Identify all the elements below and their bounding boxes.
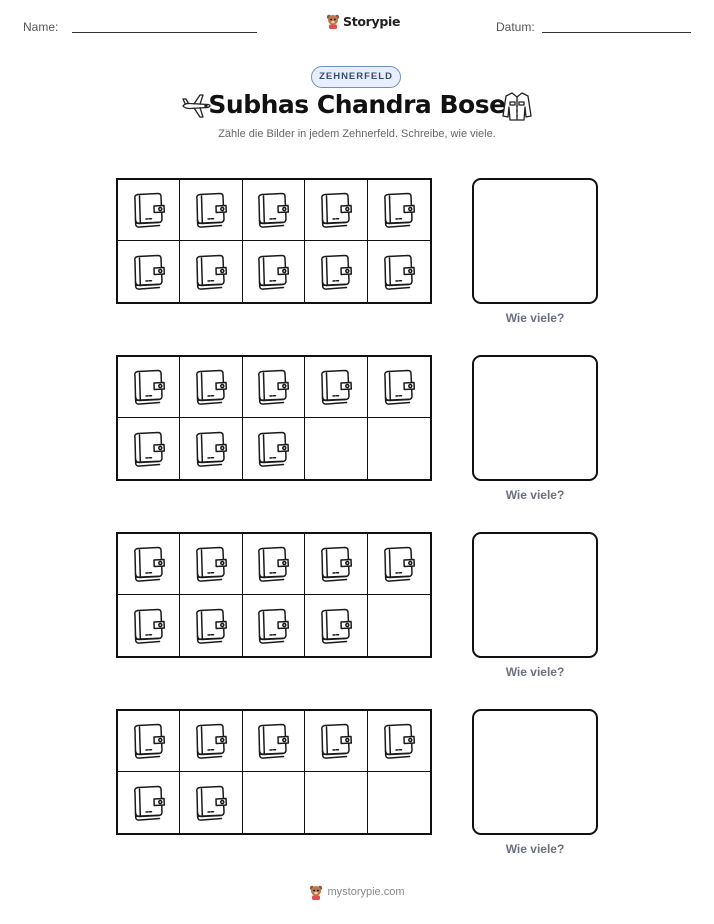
book-icon xyxy=(189,188,233,232)
ten-frame-cell xyxy=(118,772,180,833)
answer-box[interactable] xyxy=(472,355,598,481)
book-icon xyxy=(189,427,233,471)
book-icon xyxy=(189,781,233,825)
book-icon xyxy=(251,250,295,294)
name-label: Name: xyxy=(23,20,59,34)
book-icon xyxy=(127,542,171,586)
name-line[interactable] xyxy=(72,32,257,33)
ten-frame-cell xyxy=(305,711,367,772)
book-icon xyxy=(251,188,295,232)
book-icon xyxy=(314,188,358,232)
book-icon xyxy=(251,604,295,648)
ten-frame-cell xyxy=(368,711,430,772)
ten-frame-cell xyxy=(118,595,180,656)
ten-frame xyxy=(116,178,432,304)
book-icon xyxy=(377,542,421,586)
ten-frame-cell xyxy=(180,241,242,302)
ten-frame-cell xyxy=(180,180,242,241)
answer-box[interactable] xyxy=(472,709,598,835)
ten-frame xyxy=(116,709,432,835)
ten-frame-cell xyxy=(368,772,430,833)
mascot-icon xyxy=(309,884,323,900)
book-icon xyxy=(127,604,171,648)
ten-frame-cell xyxy=(305,180,367,241)
book-icon xyxy=(127,188,171,232)
date-line[interactable] xyxy=(542,32,691,33)
ten-frame-cell xyxy=(243,711,305,772)
ten-frame-cell xyxy=(118,241,180,302)
book-icon xyxy=(251,719,295,763)
book-icon xyxy=(127,719,171,763)
ten-frame-cell xyxy=(243,772,305,833)
book-icon xyxy=(189,719,233,763)
ten-frame-cell xyxy=(305,241,367,302)
ten-frame-cell xyxy=(368,418,430,479)
book-icon xyxy=(189,604,233,648)
book-icon xyxy=(377,719,421,763)
book-icon xyxy=(189,542,233,586)
ten-frame-cell xyxy=(305,772,367,833)
mascot-icon xyxy=(326,13,340,29)
ten-frame-cell xyxy=(118,534,180,595)
brand-name: Storypie xyxy=(343,13,401,29)
ten-frame-cell xyxy=(118,357,180,418)
book-icon xyxy=(251,542,295,586)
ten-frame-cell xyxy=(118,711,180,772)
footer-url: mystorypie.com xyxy=(327,886,405,898)
ten-frame-cell xyxy=(118,180,180,241)
book-icon xyxy=(314,365,358,409)
book-icon xyxy=(127,250,171,294)
ten-frame-cell xyxy=(243,534,305,595)
book-icon xyxy=(314,250,358,294)
book-icon xyxy=(127,427,171,471)
ten-frame-cell xyxy=(180,595,242,656)
page-title: Subhas Chandra Bose xyxy=(208,90,506,119)
book-icon xyxy=(127,365,171,409)
book-icon xyxy=(251,365,295,409)
book-icon xyxy=(314,719,358,763)
ten-frame-cell xyxy=(243,241,305,302)
instructions: Zähle die Bilder in jedem Zehnerfeld. Schreibe, wie viele. xyxy=(218,128,496,140)
ten-frame-cell xyxy=(243,418,305,479)
ten-frame-cell xyxy=(368,180,430,241)
ten-frame-cell xyxy=(368,595,430,656)
answer-label: Wie viele? xyxy=(505,665,565,679)
book-icon xyxy=(377,188,421,232)
ten-frame-cell xyxy=(305,595,367,656)
answer-box[interactable] xyxy=(472,178,598,304)
book-icon xyxy=(189,365,233,409)
ten-frame-cell xyxy=(305,418,367,479)
book-icon xyxy=(377,250,421,294)
ten-frame-cell xyxy=(180,357,242,418)
uniform-jacket-icon xyxy=(500,89,534,123)
brand-logo xyxy=(326,13,400,29)
answer-label: Wie viele? xyxy=(505,842,565,856)
ten-frame-cell xyxy=(305,534,367,595)
ten-frame-cell xyxy=(180,534,242,595)
footer xyxy=(0,884,714,900)
ten-frame-cell xyxy=(243,357,305,418)
ten-frame-cell xyxy=(243,595,305,656)
date-label: Datum: xyxy=(496,20,535,34)
book-icon xyxy=(127,781,171,825)
book-icon xyxy=(251,427,295,471)
ten-frame-cell xyxy=(180,418,242,479)
worksheet-type-badge: ZEHNERFELD xyxy=(311,66,401,88)
answer-label: Wie viele? xyxy=(505,311,565,325)
book-icon xyxy=(314,604,358,648)
ten-frame xyxy=(116,532,432,658)
book-icon xyxy=(189,250,233,294)
ten-frame-cell xyxy=(118,418,180,479)
ten-frame-cell xyxy=(368,241,430,302)
book-icon xyxy=(314,542,358,586)
ten-frame-cell xyxy=(305,357,367,418)
answer-box[interactable] xyxy=(472,532,598,658)
ten-frame-cell xyxy=(243,180,305,241)
answer-label: Wie viele? xyxy=(505,488,565,502)
ten-frame-cell xyxy=(180,772,242,833)
ten-frame-cell xyxy=(180,711,242,772)
ten-frame-cell xyxy=(368,534,430,595)
ten-frame-cell xyxy=(368,357,430,418)
book-icon xyxy=(377,365,421,409)
ten-frame xyxy=(116,355,432,481)
